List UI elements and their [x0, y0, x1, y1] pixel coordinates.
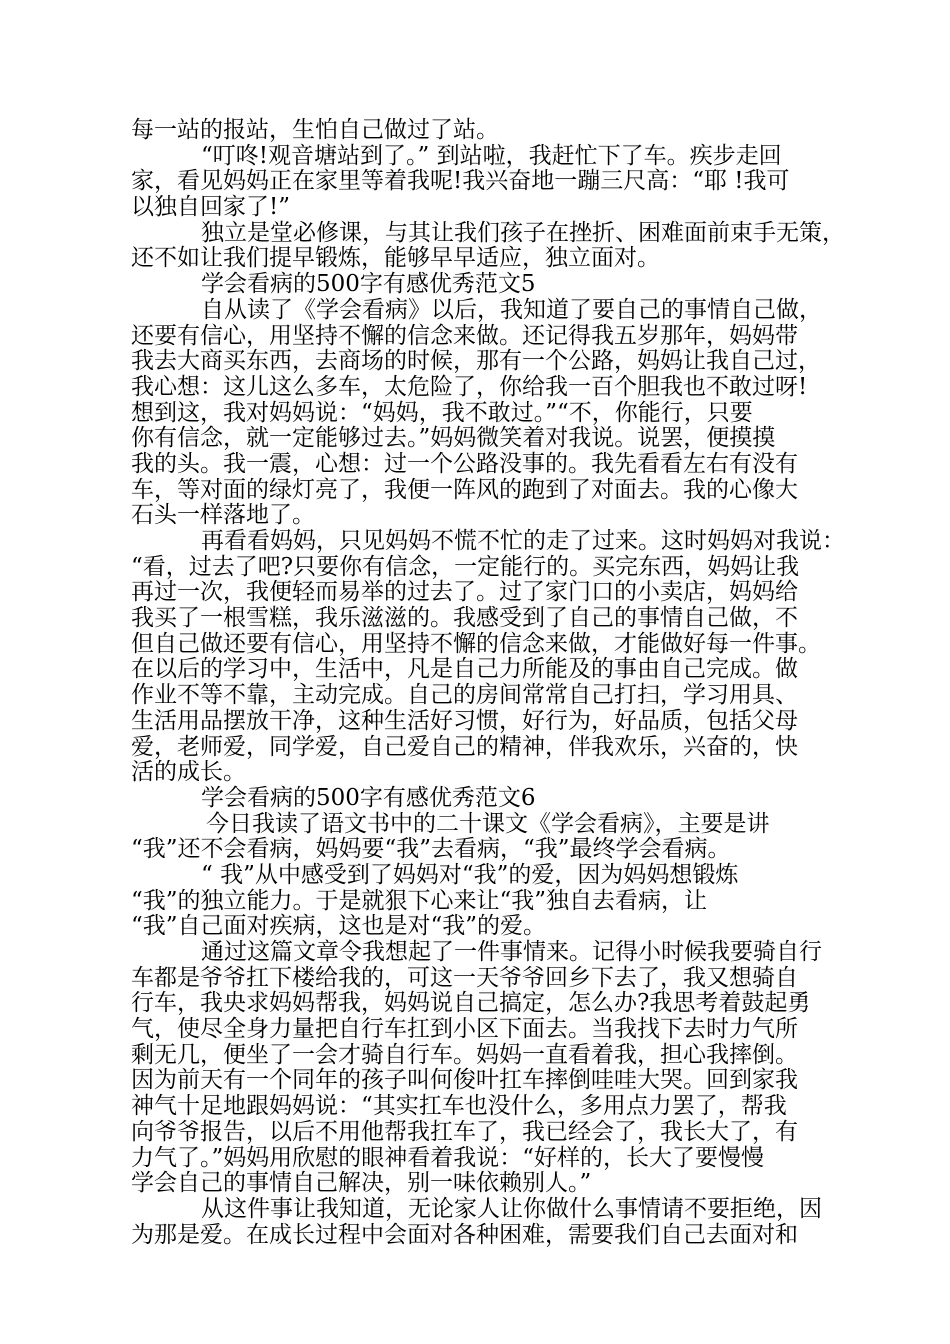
- text-line: 气，使尽全身力量把自行车扛到小区下面去。当我找下去时力气所: [131, 1016, 798, 1043]
- text-line: 通过这篇文章令我想起了一件事情来。记得小时候我要骑自行: [201, 939, 822, 965]
- text-line: 车，等对面的绿灯亮了，我便一阵风的跑到了对面去。我的心像大: [131, 476, 798, 503]
- article-body: [131, 117, 845, 1248]
- text-line: 力气了。”妈妈用欣慰的眼神看着我说：“好样的，长大了要慢慢: [131, 1144, 765, 1171]
- text-line: 向爷爷报告，以后不用他帮我扛车了，我已经会了，我长大了，有: [131, 1118, 798, 1145]
- text-line: 独立是堂必修课，与其让我们孩子在挫折、困难面前束手无策，: [201, 219, 845, 246]
- text-line: 但自己做还要有信心，用坚持不懈的信念来做，才能做好每一件事。: [131, 630, 821, 657]
- text-line: 我去大商买东西，去商场的时候，那有一个公路，妈妈让我自己过，: [131, 348, 821, 375]
- text-line: “我”的独立能力。于是就狠下心来让“我”独自去看病，让: [131, 887, 708, 914]
- text-line: 神气十足地跟妈妈说：“其实扛车也没什么，多用点力罢了，帮我: [131, 1093, 787, 1120]
- text-line: “看，过去了吧?只要你有信念，一定能行的。买完东西，妈妈让我: [131, 553, 800, 580]
- text-line: “叮咚!观音塘站到了。” 到站啦，我赶忙下了车。疾步走回: [201, 142, 782, 169]
- text-line: 学会自己的事情自己解决，别一味依赖别人。”: [131, 1170, 592, 1197]
- text-line: 在以后的学习中，生活中，凡是自己力所能及的事由自己完成。做: [131, 656, 798, 683]
- text-line: 自从读了《学会看病》以后，我知道了要自己的事情自己做，: [201, 296, 822, 323]
- text-line: 生活用品摆放干净，这种生活好习惯，好行为，好品质，包括父母: [131, 707, 798, 734]
- text-line: 还不如让我们提早锻炼，能够早早适应，独立面对。: [131, 245, 660, 272]
- text-line: 作业不等不靠，主动完成。自己的房间常常自己打扫，学习用具、: [131, 682, 798, 709]
- text-line: “我”还不会看病，妈妈要“我”去看病，“我”最终学会看病。: [131, 836, 731, 863]
- text-line: 我心想：这儿这么多车，太危险了，你给我一百个胆我也不敢过呀!: [131, 373, 808, 400]
- section-heading: 学会看病的500字有感优秀范文5: [201, 271, 536, 298]
- text-line: 再过一次，我便轻而易举的过去了。过了家门口的小卖店，妈妈给: [131, 579, 798, 606]
- section-heading: 学会看病的500字有感优秀范文6: [201, 784, 536, 811]
- text-line: 剩无几，便坐了一会才骑自行车。妈妈一直看着我，担心我摔倒。: [131, 1041, 798, 1068]
- text-line: 我买了一根雪糕，我乐滋滋的。我感受到了自己的事情自己做，不: [131, 605, 798, 632]
- text-line: 石头一样落地了。: [131, 502, 315, 529]
- text-line: 你有信念，就一定能够过去。”妈妈微笑着对我说。说罢，便摸摸: [131, 425, 776, 452]
- text-line: 再看看妈妈，只见妈妈不慌不忙的走了过来。这时妈妈对我说：: [201, 528, 845, 554]
- text-line: 以独自回家了!”: [131, 194, 291, 221]
- text-line: 为那是爱。在成长过程中会面对各种困难，需要我们自己去面对和: [131, 1221, 798, 1248]
- text-line: “我”自己面对疾病，这也是对“我”的爱。: [131, 913, 547, 940]
- text-line: 还要有信心，用坚持不懈的信念来做。还记得我五岁那年，妈妈带: [131, 322, 798, 349]
- text-line: 车都是爷爷扛下楼给我的，可这一天爷爷回乡下去了，我又想骑自: [131, 964, 798, 991]
- text-line: 每一站的报站，生怕自己做过了站。: [131, 117, 499, 143]
- text-line: 活的成长。: [131, 759, 246, 786]
- text-line: “ 我”从中感受到了妈妈对“我”的爱，因为妈妈想锻炼: [201, 861, 739, 888]
- text-line: 因为前天有一个同年的孩子叫何俊叶扛车摔倒哇哇大哭。回到家我: [131, 1067, 798, 1094]
- text-line: 家，看见妈妈正在家里等着我呢!我兴奋地一蹦三尺高：“耶 !我可: [131, 168, 790, 195]
- text-line: 爱，老师爱，同学爱，自己爱自己的精神，伴我欢乐，兴奋的，快: [131, 733, 798, 760]
- text-line: 今日我读了语文书中的二十课文《学会看病》，主要是讲: [206, 810, 770, 837]
- text-line: 想到这，我对妈妈说：“妈妈，我不敢过。”“不，你能行，只要: [131, 399, 753, 426]
- text-line: 行车，我央求妈妈帮我，妈妈说自己搞定，怎么办?我思考着鼓起勇: [131, 990, 811, 1017]
- text-line: 从这件事让我知道，无论家人让你做什么事情请不要拒绝，因: [201, 1195, 822, 1222]
- text-line: 我的头。我一震，心想：过一个公路没事的。我先看看左右有没有: [131, 450, 798, 477]
